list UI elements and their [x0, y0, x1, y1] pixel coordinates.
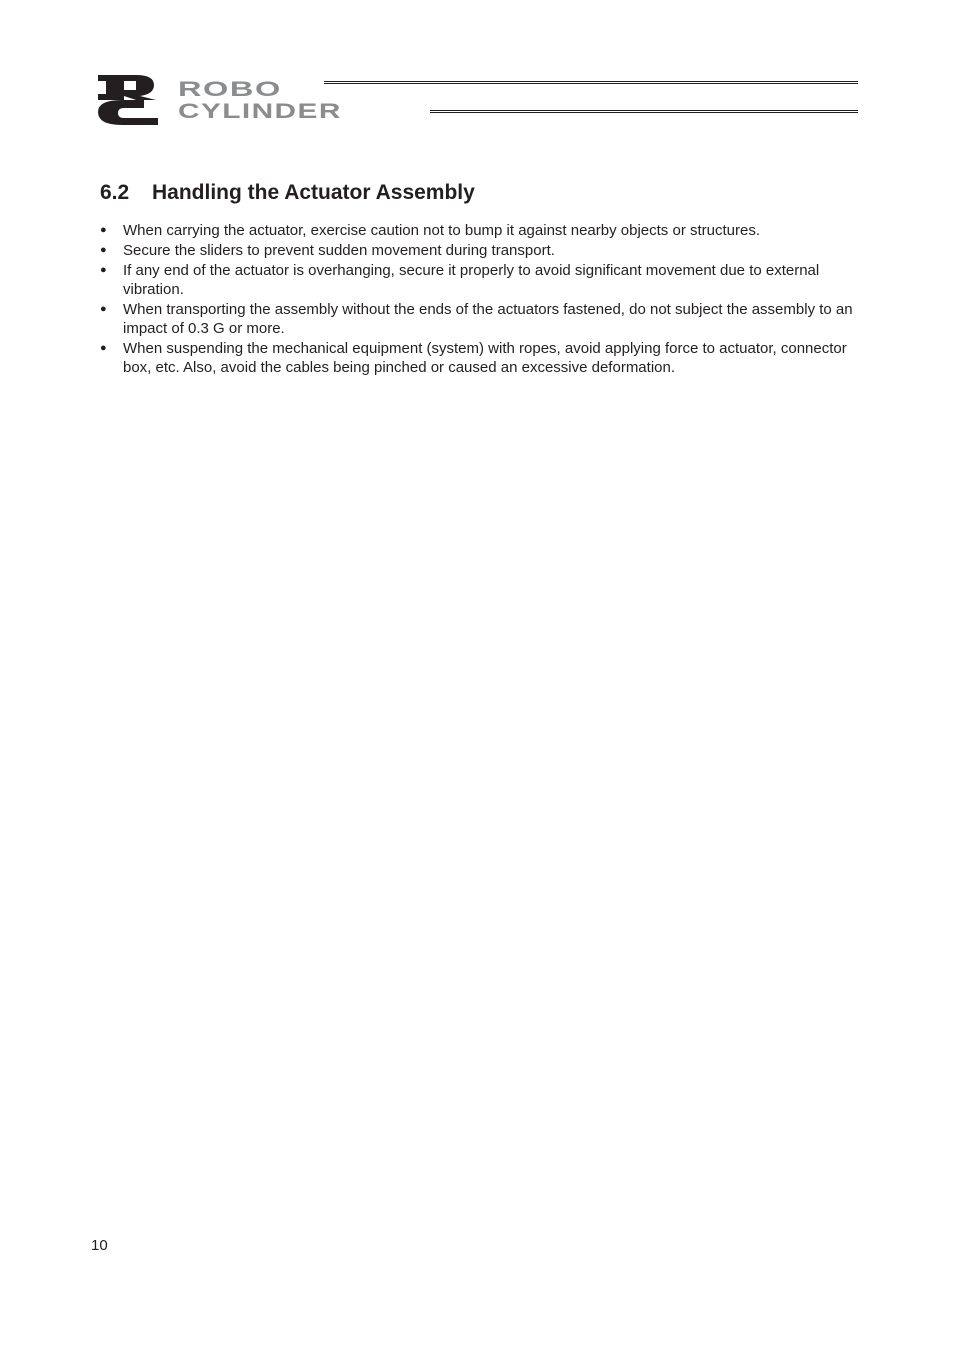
bullet-icon: ●	[100, 303, 107, 315]
brand-line-robo: ROBO	[178, 78, 282, 101]
list-item	[100, 339, 870, 377]
page-header	[96, 70, 860, 126]
bullet-list	[100, 221, 870, 378]
bullet-icon: ●	[100, 244, 107, 256]
bullet-icon: ●	[100, 342, 107, 354]
section-title-text: Handling the Actuator Assembly	[152, 181, 475, 204]
header-rule-bottom	[430, 110, 858, 113]
brand-line-cylinder: CYLINDER	[178, 100, 342, 123]
list-item	[100, 221, 870, 240]
list-item	[100, 241, 870, 260]
list-item-text: If any end of the actuator is overhanging, secure it properly to avoid significant movement due to external vibration.	[123, 262, 820, 298]
bullet-icon: ●	[100, 264, 107, 276]
bullet-icon: ●	[100, 224, 107, 236]
list-item-text: Secure the sliders to prevent sudden movement during transport.	[123, 242, 555, 259]
rc-logo-icon	[96, 72, 160, 126]
list-item	[100, 300, 870, 338]
list-item-text: When transporting the assembly without the ends of the actuators fastened, do not subject the assembly to an impact of 0.3 G or more.	[123, 301, 853, 337]
page-number: 10	[91, 1237, 108, 1254]
section-heading	[100, 181, 475, 205]
list-item	[100, 261, 870, 299]
section-number: 6.2	[100, 181, 130, 204]
header-rule-top	[324, 81, 858, 84]
list-item-text: When carrying the actuator, exercise caution not to bump it against nearby objects or structures.	[123, 222, 760, 239]
list-item-text: When suspending the mechanical equipment (system) with ropes, avoid applying force to actuator, connector box, etc. Also, avoid the cables being pinched or caused an excessive deformation.	[123, 340, 847, 376]
